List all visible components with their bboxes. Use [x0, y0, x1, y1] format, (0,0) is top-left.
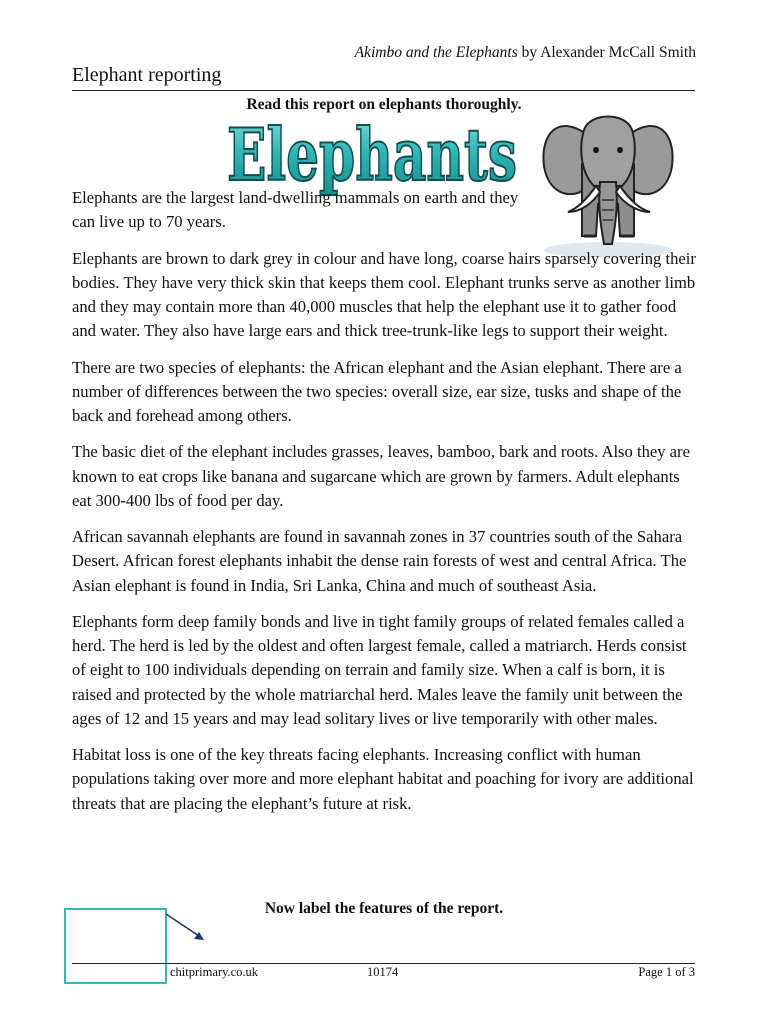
book-title: Akimbo and the Elephants [354, 44, 518, 61]
by-label: by [521, 44, 538, 61]
footer-code: 10174 [367, 965, 399, 979]
report-body [72, 186, 697, 828]
footer-divider [72, 963, 695, 964]
paragraph-threats: Habitat loss is one of the key threats facing elephants. Increasing conflict with human populations taking over more and more elephant habitat and poaching for ivory are additional threats that are placing the elephant’s future at risk. [72, 745, 694, 813]
footer-site: chitprimary.co.uk [170, 965, 259, 979]
instruction-bottom: Now label the features of the report. [264, 900, 504, 917]
page-title: Elephant reporting [72, 64, 222, 86]
author-name: Alexander McCall Smith [540, 44, 696, 61]
label-box[interactable] [64, 908, 167, 984]
instruction-top: Read this report on elephants thoroughly. [246, 96, 522, 113]
wordart-text: Elephants [227, 112, 517, 197]
paragraph-species: There are two species of elephants: the African elephant and the Asian elephant. There are a number of differences between the two species: overall size, ear size, tusks and shape of the back and forehead among others. [72, 357, 682, 425]
header-source [355, 44, 696, 62]
paragraph-family: Elephants form deep family bonds and live in tight family groups of related females called a herd. The herd is led by the oldest and often largest female, called a matriarch. Herds consist of eight to 100 individuals depending on terrain and family size. When a calf is born, it is raised and protected by the whole matriarchal herd. Males leave the family unit between the ages of 12 and 15 years and may lead solitary lives or live temporarily with other males. [72, 611, 687, 728]
paragraph-habitat-range: African savannah elephants are found in savannah zones in 37 countries south of the Sahara Desert. African forest elephants inhabit the dense rain forests of west and central Africa. The Asian elephant is found in India, Sri Lanka, China and much of southeast Asia. [72, 527, 687, 595]
paragraph-diet: The basic diet of the elephant includes grasses, leaves, bamboo, bark and roots. Also they are known to eat crops like banana and sugarcane which are grown by farmers. Adult elephants eat 300-400 lbs of food per day. [72, 442, 690, 510]
header-divider [72, 90, 695, 91]
paragraph-lifespan: Elephants are the largest land-dwelling mammals on earth and they can live up to 70 years. [72, 188, 519, 232]
arrow-icon [164, 912, 212, 946]
paragraph-appearance: Elephants are brown to dark grey in colour and have long, coarse hairs sparsely covering their bodies. They have very thick skin that keeps them cool. Elephant trunks serve as another limb and they may contain more than 40,000 muscles that help the elephant use it to gather food and water. They also have large ears and thick tree-trunk-like legs to support their weight. [72, 248, 696, 341]
footer-page-number: Page 1 of 3 [638, 965, 695, 979]
